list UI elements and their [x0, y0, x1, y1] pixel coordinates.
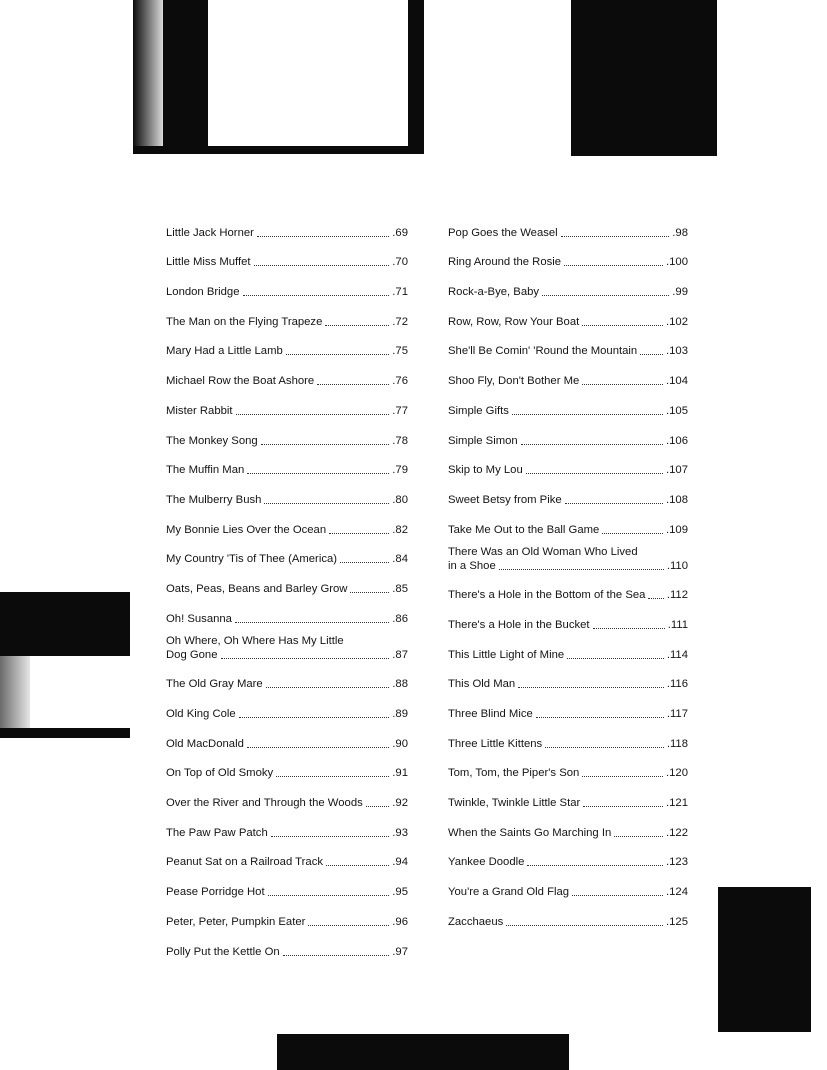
toc-entry-page: .95 [392, 886, 408, 899]
dot-leader [582, 325, 663, 326]
toc-entry[interactable] [448, 269, 688, 299]
toc-entry-page: .108 [666, 493, 688, 506]
toc-entry-page: .107 [666, 464, 688, 477]
toc-entry-page: .96 [392, 915, 408, 928]
toc-entry-title: Shoo Fly, Don't Bother Me [448, 375, 580, 388]
toc-entry[interactable] [448, 537, 688, 573]
toc-entry-page: .98 [672, 226, 688, 239]
toc-entry-title: The Muffin Man [166, 464, 245, 477]
toc-entry-title: You're a Grand Old Flag [448, 886, 570, 899]
toc-entry-page: .94 [392, 856, 408, 869]
toc-entry-page: .110 [666, 559, 688, 572]
toc-entry[interactable] [448, 780, 688, 810]
toc-entry-title: Tom, Tom, the Piper's Son [448, 767, 580, 780]
toc-entry[interactable] [166, 448, 408, 478]
toc-entry[interactable] [166, 269, 408, 299]
toc-entry[interactable] [448, 662, 688, 692]
toc-entry[interactable] [166, 626, 408, 662]
dot-leader [286, 354, 389, 355]
toc-entry[interactable] [448, 477, 688, 507]
toc-entry[interactable] [166, 507, 408, 537]
toc-entry-title: The Old Gray Mare [166, 678, 263, 691]
dot-leader [582, 776, 663, 777]
dot-leader [254, 265, 390, 266]
toc-entry-title: There Was an Old Woman Who Lived [448, 545, 638, 558]
dot-leader [512, 414, 663, 415]
toc-entry-page: .85 [392, 582, 408, 595]
toc-entry-title: The Man on the Flying Trapeze [166, 315, 323, 328]
dot-leader [235, 622, 389, 623]
dot-leader [276, 776, 389, 777]
toc-entry-title: Peter, Peter, Pumpkin Eater [166, 915, 306, 928]
toc-entry-page: .80 [392, 493, 408, 506]
toc-entry[interactable] [166, 596, 408, 626]
toc-entry[interactable] [166, 358, 408, 388]
toc-entry-title: Little Jack Horner [166, 226, 254, 239]
toc-entry-page: .111 [667, 618, 688, 631]
toc-entry[interactable] [448, 240, 688, 270]
toc-entry-page: .84 [392, 553, 408, 566]
dot-leader [542, 295, 669, 296]
toc-entry[interactable] [166, 537, 408, 567]
toc-column-left [166, 210, 408, 959]
dot-leader [247, 473, 389, 474]
toc-entry-title: Oh! Susanna [166, 612, 232, 625]
toc-entry[interactable] [166, 869, 408, 899]
toc-entry-title: My Country 'Tis of Thee (America) [166, 553, 338, 566]
dot-leader [614, 836, 663, 837]
toc-entry-page: .91 [392, 767, 408, 780]
toc-entry-title: Over the River and Through the Woods [166, 797, 363, 810]
toc-entry[interactable] [448, 299, 688, 329]
toc-entry-title: London Bridge [166, 286, 240, 299]
dot-leader [567, 658, 664, 659]
toc-entry[interactable] [166, 929, 408, 959]
dot-leader [247, 747, 389, 748]
toc-entry-title: This Little Light of Mine [448, 648, 565, 661]
toc-entry[interactable] [448, 751, 688, 781]
dot-leader [499, 569, 664, 570]
toc-entry-title: There's a Hole in the Bucket [448, 618, 590, 631]
toc-entry-title: There's a Hole in the Bottom of the Sea [448, 589, 646, 602]
toc-entry[interactable] [448, 388, 688, 418]
toc-entry[interactable] [448, 358, 688, 388]
toc-entry-title: Twinkle, Twinkle Little Star [448, 797, 581, 810]
toc-entry-title: Simple Gifts [448, 404, 509, 417]
dot-leader [527, 865, 663, 866]
toc-entry[interactable] [166, 388, 408, 418]
dot-leader [518, 687, 664, 688]
toc-entry-page: .109 [666, 523, 688, 536]
toc-entry-title: Sweet Betsy from Pike [448, 493, 562, 506]
toc-entry[interactable] [166, 299, 408, 329]
toc-entry[interactable] [166, 329, 408, 359]
toc-entry-page: .102 [666, 315, 688, 328]
toc-entry[interactable] [166, 810, 408, 840]
dot-leader [268, 895, 390, 896]
dot-leader [266, 687, 390, 688]
toc-entry-page: .86 [392, 612, 408, 625]
toc-entry-title-continued: Dog Gone [166, 648, 218, 661]
toc-entry-page: .78 [392, 434, 408, 447]
toc-entry-page: .69 [392, 226, 408, 239]
dot-leader [536, 717, 664, 718]
toc-entry-title: Row, Row, Row Your Boat [448, 315, 580, 328]
toc-entry-page: .116 [666, 678, 688, 691]
toc-entry-title: Yankee Doodle [448, 856, 525, 869]
toc-entry-title: Take Me Out to the Ball Game [448, 523, 600, 536]
toc-entry[interactable] [448, 810, 688, 840]
image-placeholder-bottom-center [277, 1034, 569, 1070]
dot-leader [283, 955, 390, 956]
toc-entry-page: .123 [666, 856, 688, 869]
toc-entry-page: .92 [392, 797, 408, 810]
toc-entry-page: .114 [666, 648, 688, 661]
toc-entry-page: .82 [392, 523, 408, 536]
toc-entry[interactable] [166, 899, 408, 929]
toc-entry[interactable] [166, 662, 408, 692]
toc-entry-title: Polly Put the Kettle On [166, 945, 280, 958]
toc-entry[interactable] [448, 573, 688, 603]
toc-entry-page: .103 [666, 345, 688, 358]
toc-entry[interactable] [166, 418, 408, 448]
toc-entry-title: Mister Rabbit [166, 404, 233, 417]
dot-leader [564, 265, 663, 266]
dot-leader [317, 384, 389, 385]
dot-leader [366, 806, 390, 807]
toc-entry-title: Little Miss Muffet [166, 256, 251, 269]
dot-leader [308, 925, 389, 926]
toc-entry-title: She'll Be Comin' 'Round the Mountain [448, 345, 638, 358]
toc-entry-title: Skip to My Lou [448, 464, 523, 477]
toc-entry-page: .117 [666, 708, 688, 720]
dot-leader [521, 444, 663, 445]
toc-entry[interactable] [448, 632, 688, 662]
toc-entry-title: Ring Around the Rosie [448, 256, 562, 269]
toc-entry-title: Michael Row the Boat Ashore [166, 375, 315, 388]
dot-leader [350, 592, 389, 593]
toc-entry-page: .87 [392, 648, 408, 661]
toc-entry-page: .122 [666, 826, 688, 839]
toc-entry-title: The Paw Paw Patch [166, 826, 268, 839]
dot-leader [545, 747, 664, 748]
dot-leader [640, 354, 663, 355]
dot-leader [261, 444, 390, 445]
toc-entry-title: Old King Cole [166, 708, 236, 720]
image-placeholder-top-right [571, 0, 717, 156]
toc-entry-page: .97 [392, 945, 408, 958]
dot-leader [236, 414, 390, 415]
toc-entry[interactable] [448, 899, 688, 929]
toc-entry[interactable] [448, 721, 688, 751]
toc-entry-title: My Bonnie Lies Over the Ocean [166, 523, 327, 536]
image-placeholder-bottom-right [718, 887, 811, 1032]
dot-leader [583, 806, 663, 807]
toc-entry-page: .77 [392, 404, 408, 417]
toc-entry-title: Mary Had a Little Lamb [166, 345, 283, 358]
toc-entry[interactable] [448, 869, 688, 899]
toc-entry-page: .99 [672, 286, 688, 299]
toc-entry-title: Rock-a-Bye, Baby [448, 286, 540, 299]
toc-entry[interactable] [166, 751, 408, 781]
dot-leader [239, 717, 390, 718]
toc-entry[interactable] [448, 329, 688, 359]
toc-entry-title: Three Blind Mice [448, 708, 533, 720]
toc-entry[interactable] [166, 210, 408, 240]
toc-entry-title: Simple Simon [448, 434, 518, 447]
toc-entry-title: Oats, Peas, Beans and Barley Grow [166, 582, 348, 595]
toc-entry-page: .120 [666, 767, 688, 780]
toc-entry-title-continued: in a Shoe [448, 559, 496, 572]
toc-entry-title: The Mulberry Bush [166, 493, 262, 506]
dot-leader [257, 236, 389, 237]
image-placeholder-top-left [133, 0, 424, 154]
toc-entry-page: .79 [392, 464, 408, 477]
toc-entry-page: .89 [392, 708, 408, 720]
toc-entry[interactable] [166, 840, 408, 870]
dot-leader [572, 895, 663, 896]
toc-entry-page: .93 [392, 826, 408, 839]
toc-entry-page: .71 [392, 286, 408, 299]
dot-leader [329, 533, 389, 534]
dot-leader [325, 325, 389, 326]
toc-entry[interactable] [166, 240, 408, 270]
toc-entry-page: .105 [666, 404, 688, 417]
dot-leader [561, 236, 670, 237]
dot-leader [221, 658, 390, 659]
toc-entry-page: .118 [666, 737, 688, 750]
toc-entry[interactable] [166, 780, 408, 810]
toc-entry-page: .100 [666, 256, 688, 269]
toc-entry-title: Old MacDonald [166, 737, 244, 750]
toc-entry[interactable] [166, 566, 408, 596]
toc-entry-page: .88 [392, 678, 408, 691]
toc-entry[interactable] [448, 691, 688, 721]
toc-entry-title: Pop Goes the Weasel [448, 226, 558, 239]
dot-leader [526, 473, 663, 474]
toc-entry[interactable] [166, 721, 408, 751]
toc-entry-title: Peanut Sat on a Railroad Track [166, 856, 323, 869]
toc-entry-title: On Top of Old Smoky [166, 767, 274, 780]
dot-leader [582, 384, 663, 385]
toc-entry[interactable] [448, 210, 688, 240]
dot-leader [243, 295, 390, 296]
toc-column-right [448, 210, 688, 929]
toc-entry-title: When the Saints Go Marching In [448, 826, 612, 839]
dot-leader [565, 503, 663, 504]
dot-leader [593, 628, 665, 629]
toc-entry-page: .75 [392, 345, 408, 358]
toc-entry[interactable] [448, 507, 688, 537]
toc-entry-title: The Monkey Song [166, 434, 258, 447]
toc-entry[interactable] [166, 691, 408, 721]
dot-leader [326, 865, 389, 866]
toc-entry-page: .70 [392, 256, 408, 269]
toc-entry[interactable] [448, 840, 688, 870]
toc-entry-page: .121 [666, 797, 688, 810]
toc-entry-page: .104 [666, 375, 688, 388]
dot-leader [602, 533, 663, 534]
toc-entry[interactable] [166, 477, 408, 507]
dot-leader [506, 925, 663, 926]
dot-leader [271, 836, 390, 837]
toc-entry-title: Zacchaeus [448, 915, 504, 928]
toc-entry-title: Three Little Kittens [448, 737, 543, 750]
toc-entry-page: .124 [666, 886, 688, 899]
toc-entry-page: .125 [666, 915, 688, 928]
toc-entry-title: This Old Man [448, 678, 516, 691]
toc-entry[interactable] [448, 418, 688, 448]
toc-entry-title: Oh Where, Oh Where Has My Little [166, 634, 344, 647]
toc-entry[interactable] [448, 448, 688, 478]
toc-entry-page: .112 [666, 589, 688, 602]
image-placeholder-mid-left [0, 592, 130, 738]
toc-entry-title: Pease Porridge Hot [166, 886, 265, 899]
toc-entry-page: .72 [392, 315, 408, 328]
toc-entry-page: .106 [666, 434, 688, 447]
dot-leader [340, 562, 389, 563]
dot-leader [648, 598, 663, 599]
toc-entry[interactable] [448, 602, 688, 632]
toc-entry-page: .76 [392, 375, 408, 388]
dot-leader [264, 503, 389, 504]
toc-entry-page: .90 [392, 737, 408, 750]
